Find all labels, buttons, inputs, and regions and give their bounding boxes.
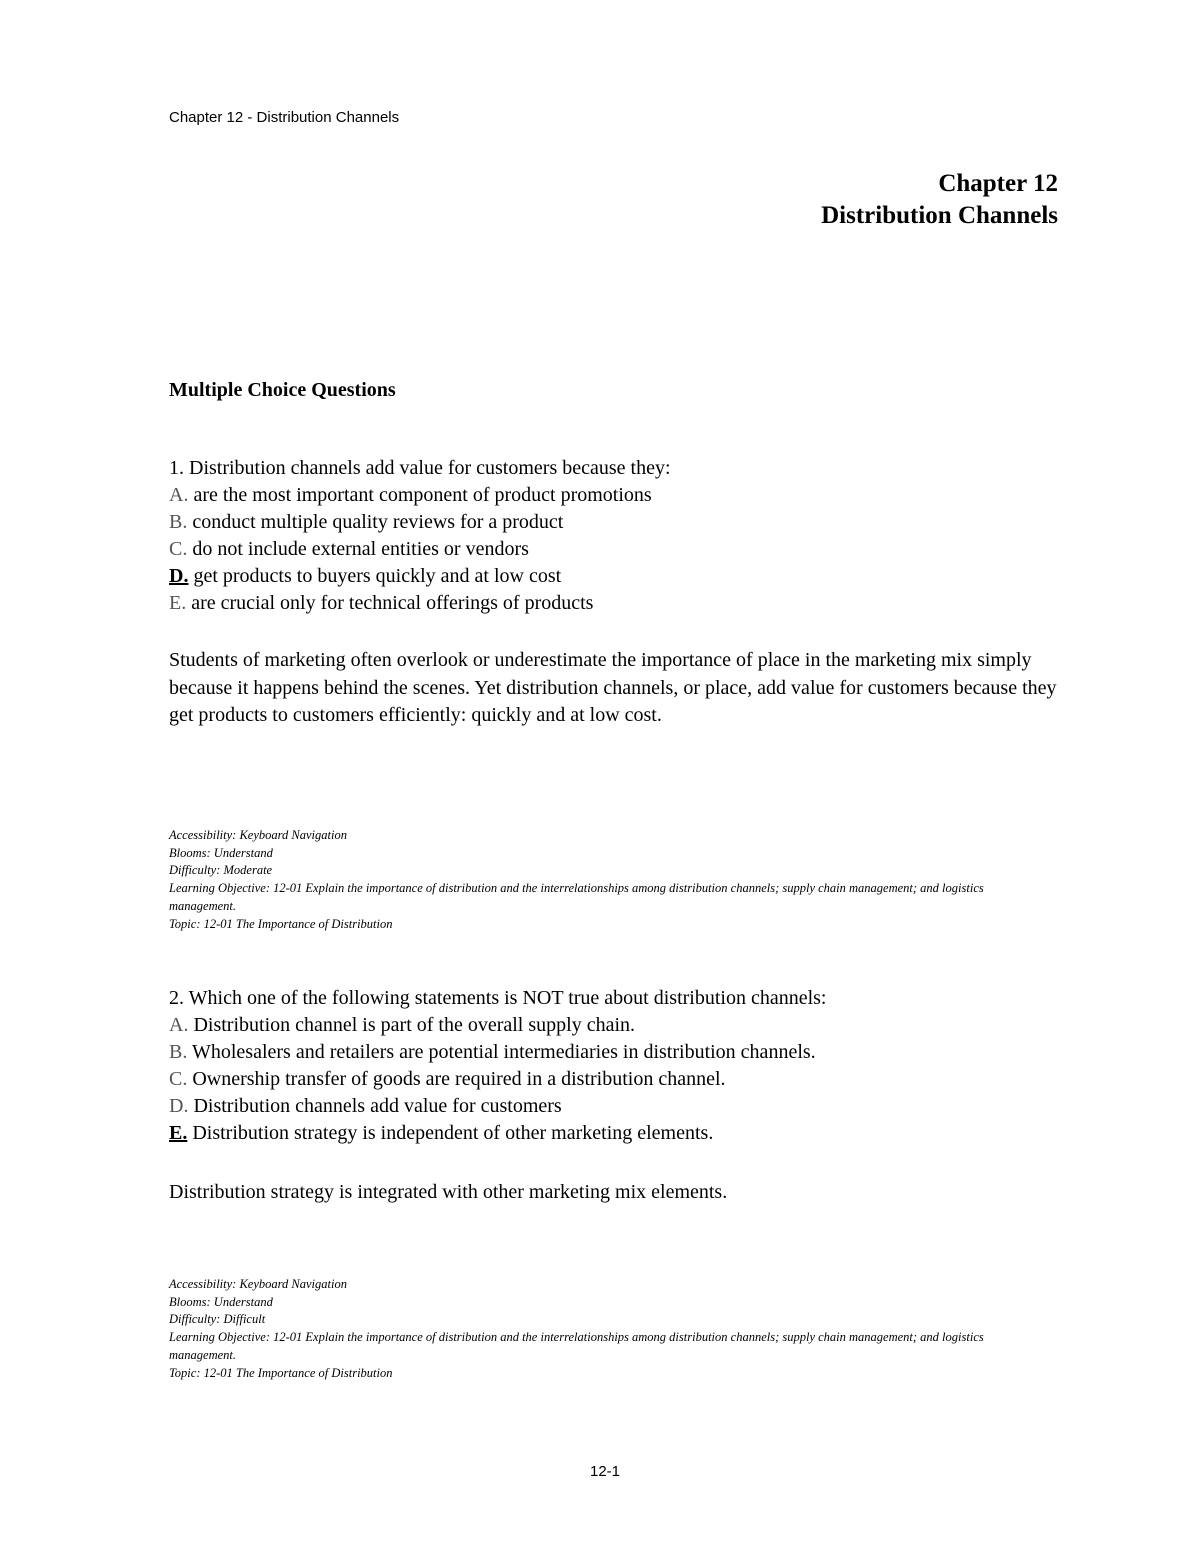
option-letter: C. (169, 1068, 188, 1090)
learning-objective-tag: Learning Objective: 12-01 Explain the importance of distribution and the interrelationships among distribution channels; supply chain management; and logistics management. (169, 881, 984, 913)
option-text: do not include external entities or vendors (187, 538, 529, 560)
answer-option-d (169, 1093, 1069, 1120)
option-letter: E. (169, 592, 187, 614)
answer-option-b (169, 1039, 1069, 1066)
question-metadata (169, 827, 1049, 933)
question-stem: 1. Distribution channels add value for customers because they: (169, 457, 671, 479)
option-text: are crucial only for technical offerings of products (186, 592, 594, 614)
chapter-number: Chapter 12 (938, 170, 1058, 197)
question-1 (169, 455, 1069, 617)
chapter-title (821, 168, 1058, 232)
option-text: Distribution strategy is independent of other marketing elements. (187, 1122, 714, 1144)
answer-option-a (169, 482, 1069, 509)
difficulty-tag: Difficulty: Moderate (169, 863, 273, 878)
topic-tag: Topic: 12-01 The Importance of Distribution (169, 1365, 393, 1380)
option-text: Distribution channel is part of the overall supply chain. (188, 1014, 636, 1036)
answer-option-a (169, 1012, 1069, 1039)
answer-option-b (169, 509, 1069, 536)
option-letter: C. (169, 538, 188, 560)
topic-tag: Topic: 12-01 The Importance of Distribution (169, 916, 393, 931)
running-header: Chapter 12 - Distribution Channels (169, 109, 400, 126)
answer-option-e (169, 590, 1069, 617)
section-heading: Multiple Choice Questions (169, 379, 396, 401)
correct-option-letter: D. (169, 565, 189, 587)
answer-option-c (169, 1066, 1069, 1093)
correct-option-letter: E. (169, 1122, 188, 1144)
chapter-name: Distribution Channels (821, 202, 1058, 229)
blooms-tag: Blooms: Understand (169, 845, 273, 860)
answer-option-e (169, 1120, 1069, 1147)
option-text: Ownership transfer of goods are required in a distribution channel. (187, 1068, 726, 1090)
option-letter: A. (169, 484, 189, 506)
accessibility-tag: Accessibility: Keyboard Navigation (169, 828, 347, 842)
answer-option-c (169, 536, 1069, 563)
blooms-tag: Blooms: Understand (169, 1294, 273, 1309)
question-metadata (169, 1276, 1049, 1382)
difficulty-tag: Difficulty: Difficult (169, 1312, 266, 1327)
answer-explanation: Students of marketing often overlook or underestimate the importance of place in the marketing mix simply because it happens behind the scenes. Yet distribution channels, or place, add value for customers because they get products to customers efficiently: quickly and at low cost. (169, 649, 1057, 726)
option-letter: B. (169, 511, 188, 533)
option-text: Distribution channels add value for customers (188, 1095, 562, 1117)
option-letter: A. (169, 1014, 189, 1036)
question-stem: 2. Which one of the following statements is NOT true about distribution channels: (169, 987, 827, 1009)
learning-objective-tag: Learning Objective: 12-01 Explain the importance of distribution and the interrelationships among distribution channels; supply chain management; and logistics management. (169, 1330, 984, 1362)
option-text: Wholesalers and retailers are potential intermediaries in distribution channels. (187, 1041, 816, 1063)
option-letter: D. (169, 1095, 189, 1117)
answer-option-d (169, 563, 1069, 590)
page-number: 12-1 (589, 1463, 621, 1480)
answer-explanation: Distribution strategy is integrated with other marketing mix elements. (169, 1181, 728, 1203)
accessibility-tag: Accessibility: Keyboard Navigation (169, 1277, 347, 1291)
option-text: conduct multiple quality reviews for a product (187, 511, 564, 533)
option-text: are the most important component of product promotions (188, 484, 652, 506)
question-2 (169, 985, 1069, 1147)
option-letter: B. (169, 1041, 188, 1063)
option-text: get products to buyers quickly and at low cost (188, 565, 562, 587)
